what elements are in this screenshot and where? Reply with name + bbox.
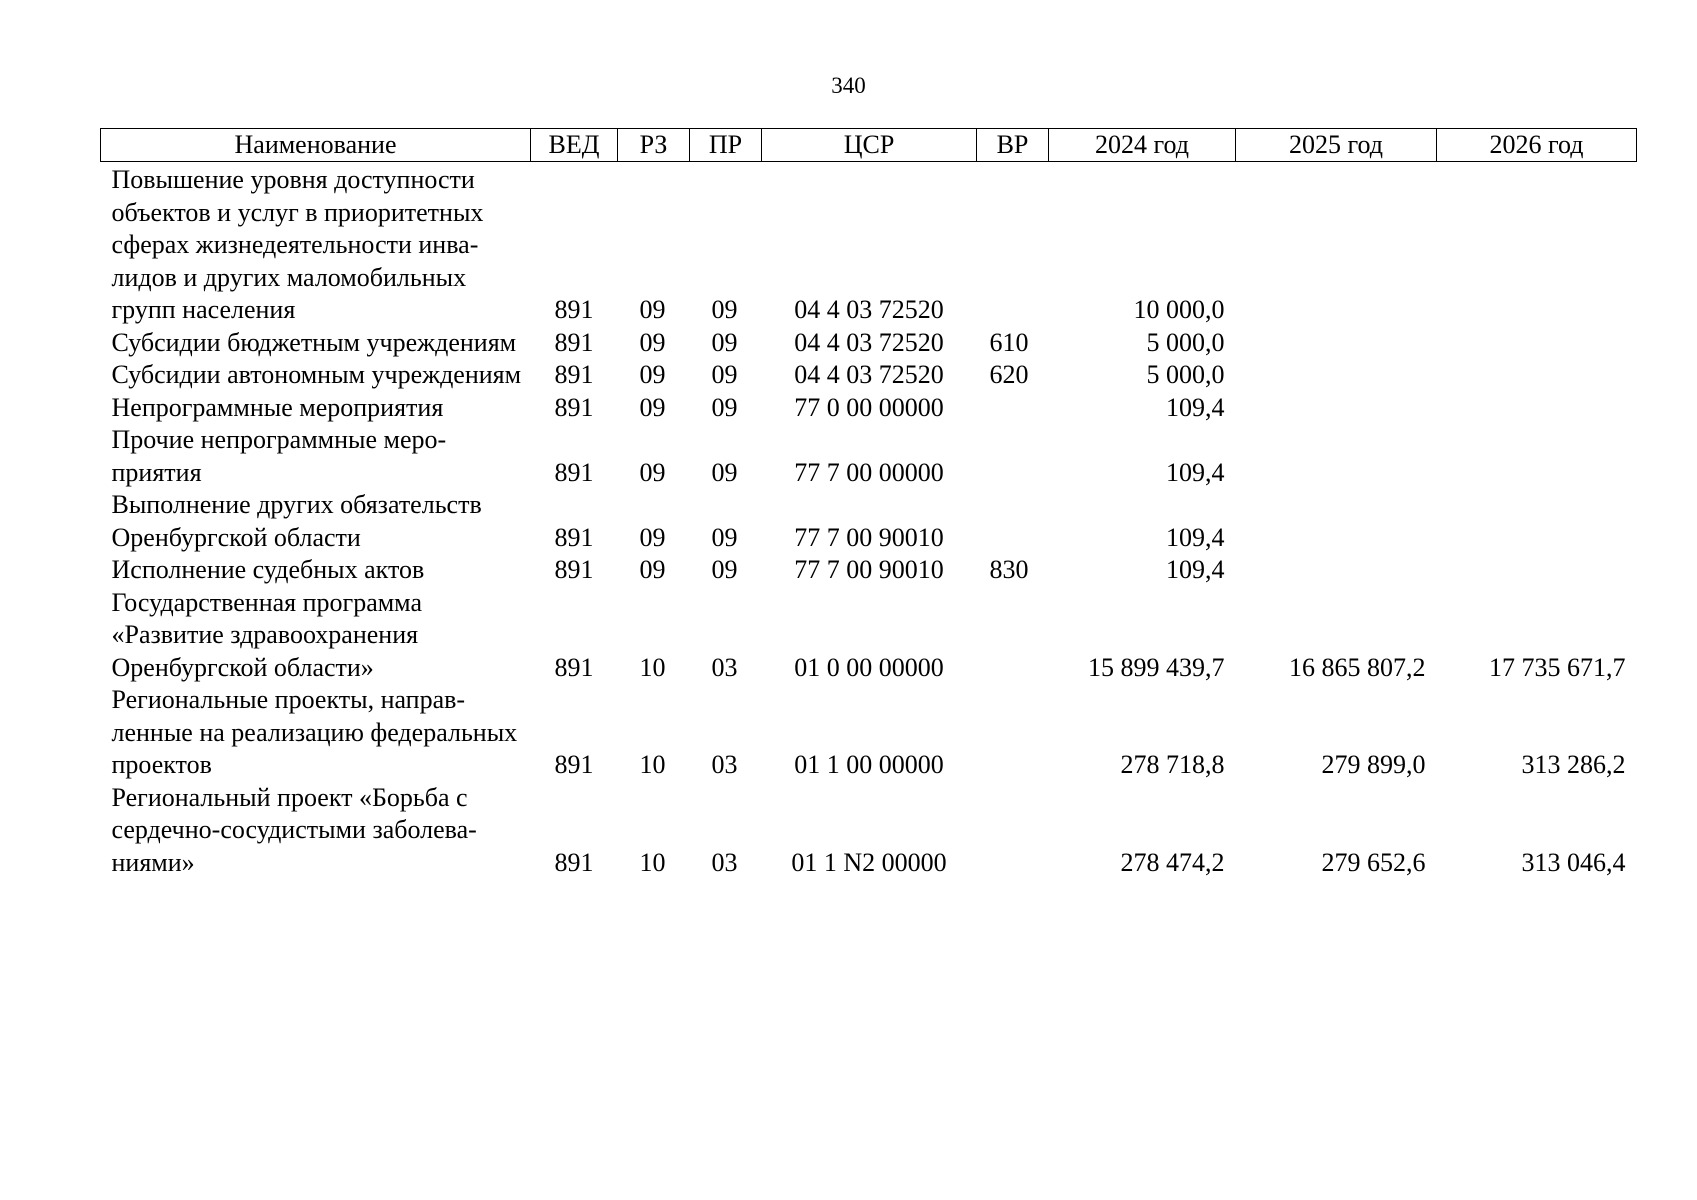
table-row <box>101 392 1637 425</box>
cell-csr: 04 4 03 72520 <box>794 295 944 324</box>
cell-name: Субсидии автономным учреждениям <box>111 360 522 389</box>
cell-2024: 109,4 <box>1166 522 1225 552</box>
cell-2025: 279 899,0 <box>1321 750 1426 779</box>
header-ved: ВЕД <box>531 129 618 162</box>
cell-2024: 5 000,0 <box>1146 360 1225 389</box>
cell-2025 <box>1236 554 1437 587</box>
cell-csr: 01 1 N2 00000 <box>791 847 947 877</box>
cell-pr: 09 <box>711 327 738 357</box>
cell-2026 <box>1437 554 1637 587</box>
cell-2025 <box>1236 489 1437 554</box>
cell-2026 <box>1437 162 1637 327</box>
cell-name: Непрограммные мероприятия <box>111 392 444 422</box>
cell-2024: 10 000,0 <box>1133 295 1225 324</box>
cell-rz: 09 <box>639 522 666 552</box>
header-name: Наименование <box>101 129 531 162</box>
cell-ved: 891 <box>554 392 594 422</box>
cell-pr: 09 <box>711 555 738 584</box>
cell-name: Выполнение других обязательств Оренбургской области <box>111 490 482 552</box>
header-vr: ВР <box>977 129 1049 162</box>
cell-pr: 09 <box>711 360 738 389</box>
cell-ved: 891 <box>554 847 594 877</box>
header-2025: 2025 год <box>1236 129 1437 162</box>
cell-pr: 03 <box>711 847 738 877</box>
header-2026: 2026 год <box>1437 129 1637 162</box>
cell-2024: 109,4 <box>1166 392 1225 422</box>
cell-rz: 09 <box>639 327 666 357</box>
cell-csr: 77 7 00 90010 <box>794 522 944 552</box>
cell-2024: 5 000,0 <box>1146 327 1225 357</box>
cell-ved: 891 <box>554 652 594 682</box>
cell-ved: 891 <box>554 555 594 584</box>
table-row <box>101 424 1637 489</box>
cell-vr <box>977 424 1049 489</box>
cell-pr: 03 <box>711 750 738 779</box>
cell-2024: 278 718,8 <box>1120 750 1225 779</box>
cell-name: Государственная программа «Развитие здравоохранения Оренбургской области» <box>111 587 423 682</box>
cell-name: Повышение уровня доступности объектов и услуг в приоритетных сферах жизнедеятельности инвалидов и других маломобильных групп населения <box>111 165 484 324</box>
cell-rz: 09 <box>639 295 666 324</box>
cell-vr <box>977 587 1049 685</box>
cell-2024: 109,4 <box>1166 457 1225 487</box>
table-row <box>101 327 1637 360</box>
table-row <box>101 782 1637 880</box>
table-header <box>101 129 1637 162</box>
cell-rz: 09 <box>639 555 666 584</box>
table-row <box>101 684 1637 782</box>
table-body <box>101 162 1637 880</box>
cell-2026 <box>1437 424 1637 489</box>
cell-2024: 278 474,2 <box>1120 847 1225 877</box>
table-row <box>101 359 1637 392</box>
cell-2026 <box>1437 327 1637 360</box>
cell-2026: 313 046,4 <box>1521 847 1626 877</box>
cell-vr <box>977 782 1049 880</box>
budget-table <box>100 128 1637 879</box>
cell-2025 <box>1236 424 1437 489</box>
cell-vr: 830 <box>989 555 1029 584</box>
header-pr: ПР <box>690 129 762 162</box>
cell-pr: 03 <box>711 652 738 682</box>
cell-name: Исполнение судебных актов <box>111 555 425 584</box>
cell-pr: 09 <box>711 457 738 487</box>
cell-csr: 04 4 03 72520 <box>794 327 944 357</box>
cell-ved: 891 <box>554 522 594 552</box>
cell-rz: 09 <box>639 457 666 487</box>
cell-2025 <box>1236 359 1437 392</box>
cell-vr: 620 <box>989 360 1029 389</box>
cell-2024: 15 899 439,7 <box>1088 652 1225 682</box>
cell-2024: 109,4 <box>1166 555 1225 584</box>
cell-name: Региональный проект «Борьба с сердечно-сосудистыми заболеваниями» <box>111 782 477 877</box>
cell-ved: 891 <box>554 360 594 389</box>
cell-vr <box>977 684 1049 782</box>
cell-ved: 891 <box>554 327 594 357</box>
table-row <box>101 489 1637 554</box>
cell-csr: 77 7 00 00000 <box>794 457 944 487</box>
cell-vr <box>977 162 1049 327</box>
cell-2026: 313 286,2 <box>1521 750 1626 779</box>
cell-2025 <box>1236 327 1437 360</box>
cell-ved: 891 <box>554 750 594 779</box>
cell-2025: 16 865 807,2 <box>1289 652 1426 682</box>
cell-2026 <box>1437 359 1637 392</box>
cell-vr: 610 <box>989 327 1029 357</box>
cell-2025: 279 652,6 <box>1321 847 1426 877</box>
cell-vr <box>977 489 1049 554</box>
header-2024: 2024 год <box>1049 129 1236 162</box>
cell-2025 <box>1236 162 1437 327</box>
cell-csr: 01 1 00 00000 <box>794 750 944 779</box>
cell-rz: 10 <box>639 652 666 682</box>
table-row <box>101 554 1637 587</box>
header-rz: РЗ <box>618 129 690 162</box>
cell-name: Региональные проекты, направленные на реализацию федеральных проектов <box>111 685 518 779</box>
cell-2026 <box>1437 489 1637 554</box>
cell-vr <box>977 392 1049 425</box>
cell-csr: 77 7 00 90010 <box>794 555 944 584</box>
cell-ved: 891 <box>554 295 594 324</box>
cell-2025 <box>1236 392 1437 425</box>
cell-rz: 10 <box>639 750 666 779</box>
cell-ved: 891 <box>554 457 594 487</box>
cell-rz: 09 <box>639 360 666 389</box>
cell-csr: 01 0 00 00000 <box>794 652 944 682</box>
cell-pr: 09 <box>711 522 738 552</box>
cell-name: Субсидии бюджетным учреждениям <box>111 327 517 357</box>
table-row <box>101 587 1637 685</box>
cell-rz: 10 <box>639 847 666 877</box>
page-number: 340 <box>831 73 866 98</box>
cell-pr: 09 <box>711 392 738 422</box>
cell-name: Прочие непрограммные мероприятия <box>111 425 447 487</box>
table-header-row <box>101 129 1637 162</box>
cell-csr: 04 4 03 72520 <box>794 360 944 389</box>
cell-2026 <box>1437 392 1637 425</box>
cell-pr: 09 <box>711 295 738 324</box>
cell-csr: 77 0 00 00000 <box>794 392 944 422</box>
cell-2026: 17 735 671,7 <box>1489 652 1626 682</box>
cell-rz: 09 <box>639 392 666 422</box>
table-row <box>101 162 1637 327</box>
header-csr: ЦСР <box>762 129 977 162</box>
